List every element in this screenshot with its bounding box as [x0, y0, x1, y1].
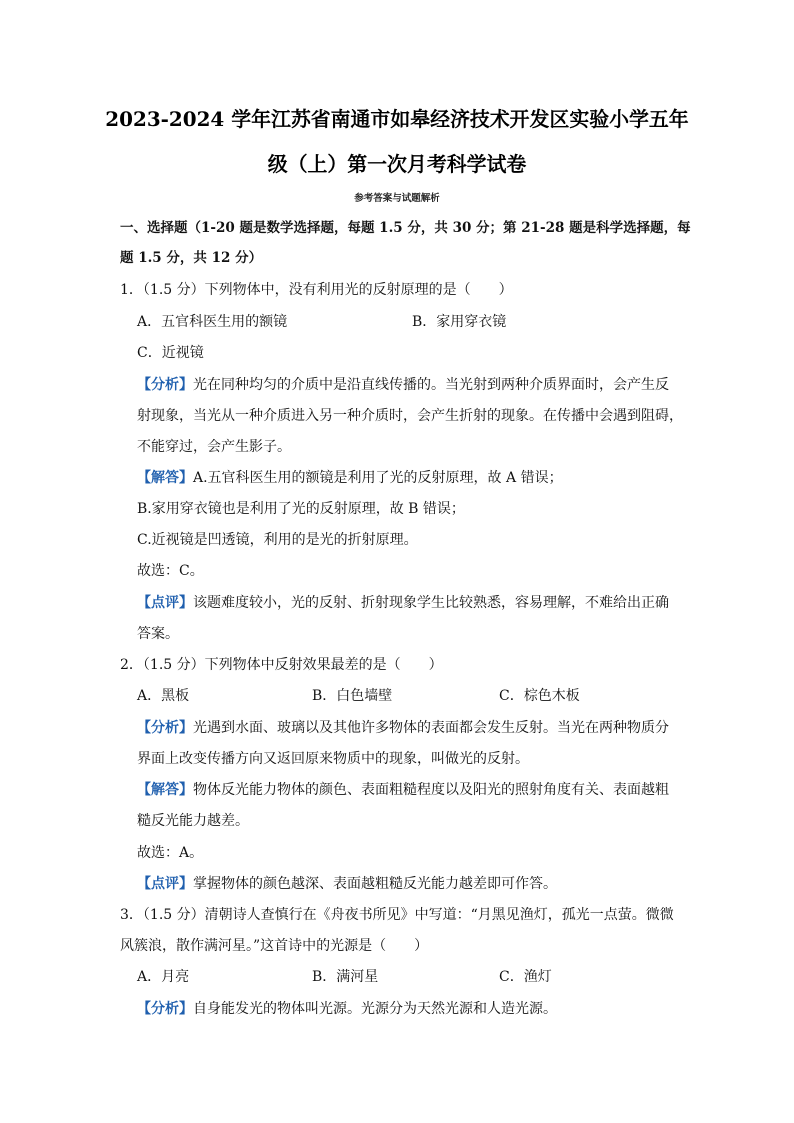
question-2-option-c: C．棕色木板: [499, 688, 580, 704]
question-1-answer-line-2: B.家用穿衣镜也是利用了光的反射原理，故 B 错误；: [137, 501, 465, 517]
question-2-answer-text-1: 物体反光能力物体的颜色、表面粗糙程度以及阳光的照射角度有关、表面越粗: [193, 782, 669, 798]
question-2-choice: 故选：A。: [137, 845, 204, 861]
question-3-option-a: A．月亮: [137, 969, 190, 985]
question-2-analysis-text-1: 光遇到水面、玻璃以及其他许多物体的表面都会发生反射。当光在两种物质分: [193, 720, 669, 736]
question-3-option-c: C．渔灯: [499, 969, 552, 985]
question-1-stem: 1．（1.5 分）下列物体中，没有利用光的反射原理的是（ ）: [120, 282, 513, 298]
comment-tag: 【点评】: [137, 876, 193, 892]
question-1-answer-text-1: A.五官科医生用的额镜是利用了光的反射原理，故 A 错误；: [193, 470, 563, 486]
document-subtitle: 参考答案与试题解析: [354, 193, 440, 204]
question-1-option-b: B．家用穿衣镜: [412, 314, 507, 330]
question-2-option-b: B．白色墙壁: [312, 688, 393, 704]
document-title-line-1: 2023-2024 学年江苏省南通市如皋经济技术开发区实验小学五年: [105, 107, 689, 131]
question-3-option-b: B．满河星: [312, 969, 379, 985]
question-2-answer-line-2: 糙反光能力越差。: [137, 813, 249, 829]
answer-tag: 【解答】: [137, 782, 193, 798]
question-3-stem-line-1: 3．（1.5 分）清朝诗人查慎行在《舟夜书所见》中写道：“月黑见渔灯，孤光一点萤。微微: [120, 907, 674, 923]
question-1-option-c: C．近视镜: [137, 345, 204, 361]
analysis-tag: 【分析】: [137, 720, 193, 736]
question-1-answer-line-3: C.近视镜是凹透镜，利用的是光的折射原理。: [137, 532, 418, 548]
question-1-analysis-line-2: 射现象，当光从一种介质进入另一种介质时，会产生折射的现象。在传播中会遇到阻碍，: [137, 408, 683, 424]
section-heading-line-1: 一、选择题（1-20 题是数学选择题，每题 1.5 分，共 30 分；第 21-28 题是科学选择题，每: [120, 220, 691, 236]
question-2-comment-line-1: [137, 873, 557, 893]
question-1-analysis-text-1: 光在同种均匀的介质中是沿直线传播的。当光射到两种介质界面时，会产生反: [193, 377, 669, 393]
question-3-stem-line-2: 风簇浪，散作满河星。”这首诗中的光源是（ ）: [120, 938, 429, 954]
question-2-comment-text-1: 掌握物体的颜色越深、表面越粗糙反光能力越差即可作答。: [193, 876, 557, 892]
question-1-choice: 故选：C。: [137, 563, 204, 579]
document-title-line-2: 级（上）第一次月考科学试卷: [267, 152, 527, 176]
question-1-comment-text-1: 该题难度较小，光的反射、折射现象学生比较熟悉，容易理解，不难给出正确: [193, 595, 669, 611]
answer-tag: 【解答】: [137, 470, 193, 486]
comment-tag: 【点评】: [137, 595, 193, 611]
question-3-analysis-text-1: 自身能发光的物体叫光源。光源分为天然光源和人造光源。: [193, 1001, 557, 1017]
question-1-analysis-line-3: 不能穿过，会产生影子。: [137, 439, 291, 455]
question-2-analysis-line-1: [137, 717, 669, 737]
question-2-analysis-line-2: 界面上改变传播方向又返回原来物质中的现象，叫做光的反射。: [137, 751, 529, 767]
question-1-comment-line-1: [137, 592, 669, 612]
question-3-analysis-line-1: [137, 998, 557, 1018]
question-2-answer-line-1: [137, 779, 669, 799]
question-2-option-a: A．黑板: [137, 688, 190, 704]
question-1-analysis-line-1: [137, 374, 669, 394]
analysis-tag: 【分析】: [137, 1001, 193, 1017]
analysis-tag: 【分析】: [137, 377, 193, 393]
question-1-answer-line-1: [137, 467, 563, 487]
question-1-option-a: A．五官科医生用的额镜: [137, 314, 288, 330]
section-heading-line-2: 题 1.5 分，共 12 分）: [120, 250, 263, 266]
question-2-stem: 2．（1.5 分）下列物体中反射效果最差的是（ ）: [120, 657, 443, 673]
question-1-comment-line-2: 答案。: [137, 626, 179, 642]
